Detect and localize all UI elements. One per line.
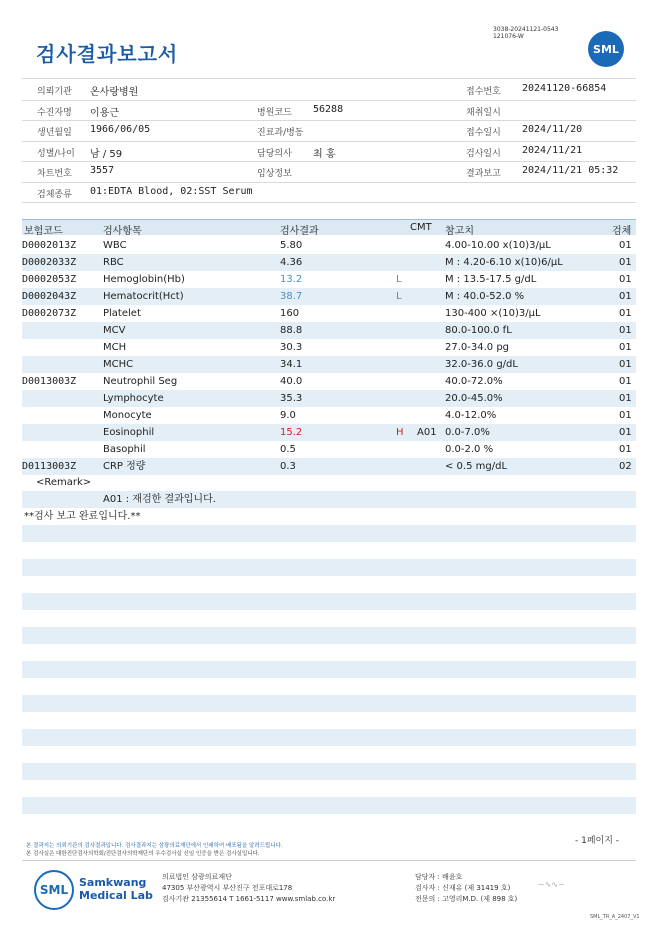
divider <box>22 141 636 142</box>
blank-row <box>22 695 636 712</box>
dept-label: 진료과/병동 <box>257 128 304 138</box>
birth-label: 생년월일 <box>37 128 72 138</box>
header-cmt: CMT <box>410 222 432 233</box>
footer-divider <box>22 860 636 861</box>
divider <box>22 202 636 203</box>
cell-specimen: 01 <box>619 376 632 387</box>
hospital-code-value: 56288 <box>313 104 344 115</box>
results-table-header <box>22 219 636 235</box>
chart-no-label: 차트번호 <box>37 169 72 179</box>
cell-reference: 20.0-45.0% <box>445 393 503 404</box>
signature-mark: ~∿∿~ <box>538 880 565 889</box>
remark-label: <Remark> <box>36 477 92 488</box>
blank-row <box>22 593 636 610</box>
cell-test-name: MCHC <box>103 359 134 370</box>
table-row <box>22 373 636 390</box>
cell-result: 88.8 <box>280 325 303 336</box>
cell-result: 40.0 <box>280 376 303 387</box>
sex-age-value: 남 / 59 <box>90 149 123 160</box>
cell-reference: 27.0-34.0 pg <box>445 342 510 353</box>
divider <box>22 120 636 121</box>
staff-line: 검사자 : 신재유 (제 31419 호) <box>415 884 511 892</box>
cell-test-name: Monocyte <box>103 410 152 421</box>
document-code-line: 3038-20241121-0543 <box>493 26 559 33</box>
doctor-label: 담당의사 <box>257 149 292 159</box>
cell-code: D0002033Z <box>22 257 77 268</box>
cell-flag: L <box>396 291 402 302</box>
clinical-label: 임상정보 <box>257 169 292 179</box>
specimen-label: 검체종류 <box>37 190 72 200</box>
cell-specimen: 01 <box>619 308 632 319</box>
specimen-value: 01:EDTA Blood, 02:SST Serum <box>90 186 253 197</box>
blank-row <box>22 525 636 542</box>
patient-value: 이용근 <box>90 108 119 119</box>
header-specimen: 검체 <box>612 226 632 237</box>
cell-code: D0013003Z <box>22 376 77 387</box>
cell-code: D0002073Z <box>22 308 77 319</box>
cell-result: 160 <box>280 308 300 319</box>
cell-reference: 32.0-36.0 g/dL <box>445 359 518 370</box>
cell-result: 35.3 <box>280 393 303 404</box>
table-row <box>22 458 636 475</box>
cell-result: 4.36 <box>280 257 303 268</box>
cell-reference: M : 40.0-52.0 % <box>445 291 525 302</box>
cell-flag: L <box>396 274 402 285</box>
divider <box>22 100 636 101</box>
table-row <box>22 407 636 424</box>
table-row <box>22 288 636 305</box>
document-code-line: 121076-W <box>493 33 524 40</box>
birth-value: 1966/06/05 <box>90 124 151 135</box>
cell-test-name: Eosinophil <box>103 427 155 438</box>
staff-line: 담당자 : 배윤호 <box>415 873 463 881</box>
remark-row <box>22 491 636 508</box>
test-date-value: 2024/11/21 <box>522 145 583 156</box>
cell-code: D0002043Z <box>22 291 77 302</box>
remark-text: A01 : 재검한 결과입니다. <box>103 494 216 505</box>
report-complete-text: **검사 보고 완료입니다.** <box>24 511 141 522</box>
cell-test-name: Lymphocyte <box>103 393 164 404</box>
cell-test-name: Platelet <box>103 308 141 319</box>
complete-row <box>22 508 636 525</box>
divider <box>22 78 636 79</box>
cell-reference: 130-400 ×(10)3/µL <box>445 308 541 319</box>
cell-specimen: 01 <box>619 410 632 421</box>
cell-result: 9.0 <box>280 410 296 421</box>
report-date-value: 2024/11/21 05:32 <box>522 165 619 176</box>
cell-specimen: 01 <box>619 274 632 285</box>
institution-value: 온사랑병원 <box>90 87 139 98</box>
cell-reference: 0.0-2.0 % <box>445 444 494 455</box>
cell-test-name: Basophil <box>103 444 146 455</box>
table-row <box>22 441 636 458</box>
blank-row <box>22 627 636 644</box>
collect-date-label: 채취일시 <box>466 108 501 118</box>
cell-reference: 40.0-72.0% <box>445 376 503 387</box>
blank-row <box>22 559 636 576</box>
receipt-date-value: 2024/11/20 <box>522 124 583 135</box>
footnote-notice: 본 결과지는 의뢰기관의 검사결과입니다. 검사결과지는 삼광의료재단에서 인쇄하여 배포됨을 알려드립니다. <box>26 843 283 849</box>
blank-row <box>22 797 636 814</box>
footnote-accreditation: 본 검사실은 대한진단검사의학회/진단검사의학재단의 우수검사실 신임 인증을 받은 검사실입니다. <box>26 851 260 857</box>
header-reference: 참고치 <box>445 226 474 237</box>
cell-specimen: 01 <box>619 325 632 336</box>
cell-specimen: 01 <box>619 240 632 251</box>
cell-result: 0.3 <box>280 461 296 472</box>
receipt-date-label: 접수일시 <box>466 128 501 138</box>
cell-code: D0113003Z <box>22 461 77 472</box>
cell-specimen: 01 <box>619 444 632 455</box>
institution-label: 의뢰기관 <box>37 87 72 97</box>
blank-row <box>22 661 636 678</box>
cell-code: D0002053Z <box>22 274 77 285</box>
staff-info <box>415 872 517 905</box>
cell-result: 0.5 <box>280 444 296 455</box>
form-code: SML_TR_A_2407_V1 <box>590 914 640 920</box>
cell-result: 5.80 <box>280 240 303 251</box>
cell-specimen: 01 <box>619 257 632 268</box>
cell-result: 30.3 <box>280 342 303 353</box>
organization-info <box>162 872 335 905</box>
doctor-value: 최 홍 <box>313 149 336 160</box>
cell-code: D0002013Z <box>22 240 77 251</box>
cell-result: 15.2 <box>280 427 303 438</box>
cell-specimen: 01 <box>619 342 632 353</box>
cell-reference: M : 13.5-17.5 g/dL <box>445 274 537 285</box>
divider <box>22 182 636 183</box>
table-row <box>22 356 636 373</box>
blank-row <box>22 763 636 780</box>
cell-reference: 80.0-100.0 fL <box>445 325 512 336</box>
table-row <box>22 305 636 322</box>
cell-result: 13.2 <box>280 274 303 285</box>
sex-age-label: 성별/나이 <box>37 149 75 159</box>
patient-label: 수진자명 <box>37 108 72 118</box>
org-line: 의료법인 삼광의료재단 <box>162 873 232 881</box>
cell-flag: H <box>396 427 404 438</box>
cell-result: 34.1 <box>280 359 303 370</box>
cell-reference: M : 4.20-6.10 x(10)6/µL <box>445 257 563 268</box>
test-date-label: 검사일시 <box>466 149 501 159</box>
cell-test-name: MCH <box>103 342 127 353</box>
cell-result: 38.7 <box>280 291 303 302</box>
cell-specimen: 01 <box>619 291 632 302</box>
staff-line: 전문의 : 고영리M.D. (제 898 호) <box>415 895 518 903</box>
org-line: 47305 부산광역시 부산진구 전포대로178 <box>162 884 293 892</box>
page-number: - 1페이지 - <box>575 836 620 846</box>
cell-specimen: 01 <box>619 393 632 404</box>
chart-no-value: 3557 <box>90 165 115 176</box>
table-row <box>22 424 636 441</box>
cell-reference: < 0.5 mg/dL <box>445 461 508 472</box>
cell-specimen: 01 <box>619 427 632 438</box>
header-code: 보험코드 <box>24 226 63 237</box>
lab-name <box>79 876 153 902</box>
cell-test-name: Hematocrit(Hct) <box>103 291 184 302</box>
cell-test-name: MCV <box>103 325 126 336</box>
cell-test-name: RBC <box>103 257 124 268</box>
cell-specimen: 02 <box>619 461 632 472</box>
sml-logo-badge: SML <box>588 31 624 67</box>
divider <box>22 161 636 162</box>
header-test-name: 검사항목 <box>103 226 142 237</box>
cell-reference: 4.0-12.0% <box>445 410 497 421</box>
cell-cmt: A01 <box>417 427 437 438</box>
report-date-label: 결과보고 <box>466 169 501 179</box>
table-row <box>22 339 636 356</box>
table-row <box>22 254 636 271</box>
header-result: 검사결과 <box>280 226 319 237</box>
lab-name-line2: Medical Lab <box>79 889 153 902</box>
table-row <box>22 322 636 339</box>
report-title: 검사결과보고서 <box>36 42 179 66</box>
hospital-code-label: 병원코드 <box>257 108 292 118</box>
document-code <box>493 26 558 40</box>
cell-test-name: Hemoglobin(Hb) <box>103 274 185 285</box>
cell-reference: 0.0-7.0% <box>445 427 490 438</box>
receipt-no-value: 20241120-66854 <box>522 83 607 94</box>
sml-logo-mark: SML <box>34 870 74 910</box>
cell-specimen: 01 <box>619 359 632 370</box>
table-row <box>22 237 636 254</box>
table-row <box>22 390 636 407</box>
lab-name-line1: Samkwang <box>79 876 147 889</box>
cell-test-name: WBC <box>103 240 127 251</box>
cell-test-name: Neutrophil Seg <box>103 376 178 387</box>
blank-row <box>22 729 636 746</box>
table-row <box>22 271 636 288</box>
cell-reference: 4.00-10.00 x(10)3/µL <box>445 240 551 251</box>
receipt-no-label: 접수번호 <box>466 87 501 97</box>
remark-label-row <box>22 474 636 491</box>
cell-test-name: CRP 정량 <box>103 461 146 472</box>
org-line: 검사기관 21355614 T 1661-5117 www.smlab.co.kr <box>162 895 336 903</box>
